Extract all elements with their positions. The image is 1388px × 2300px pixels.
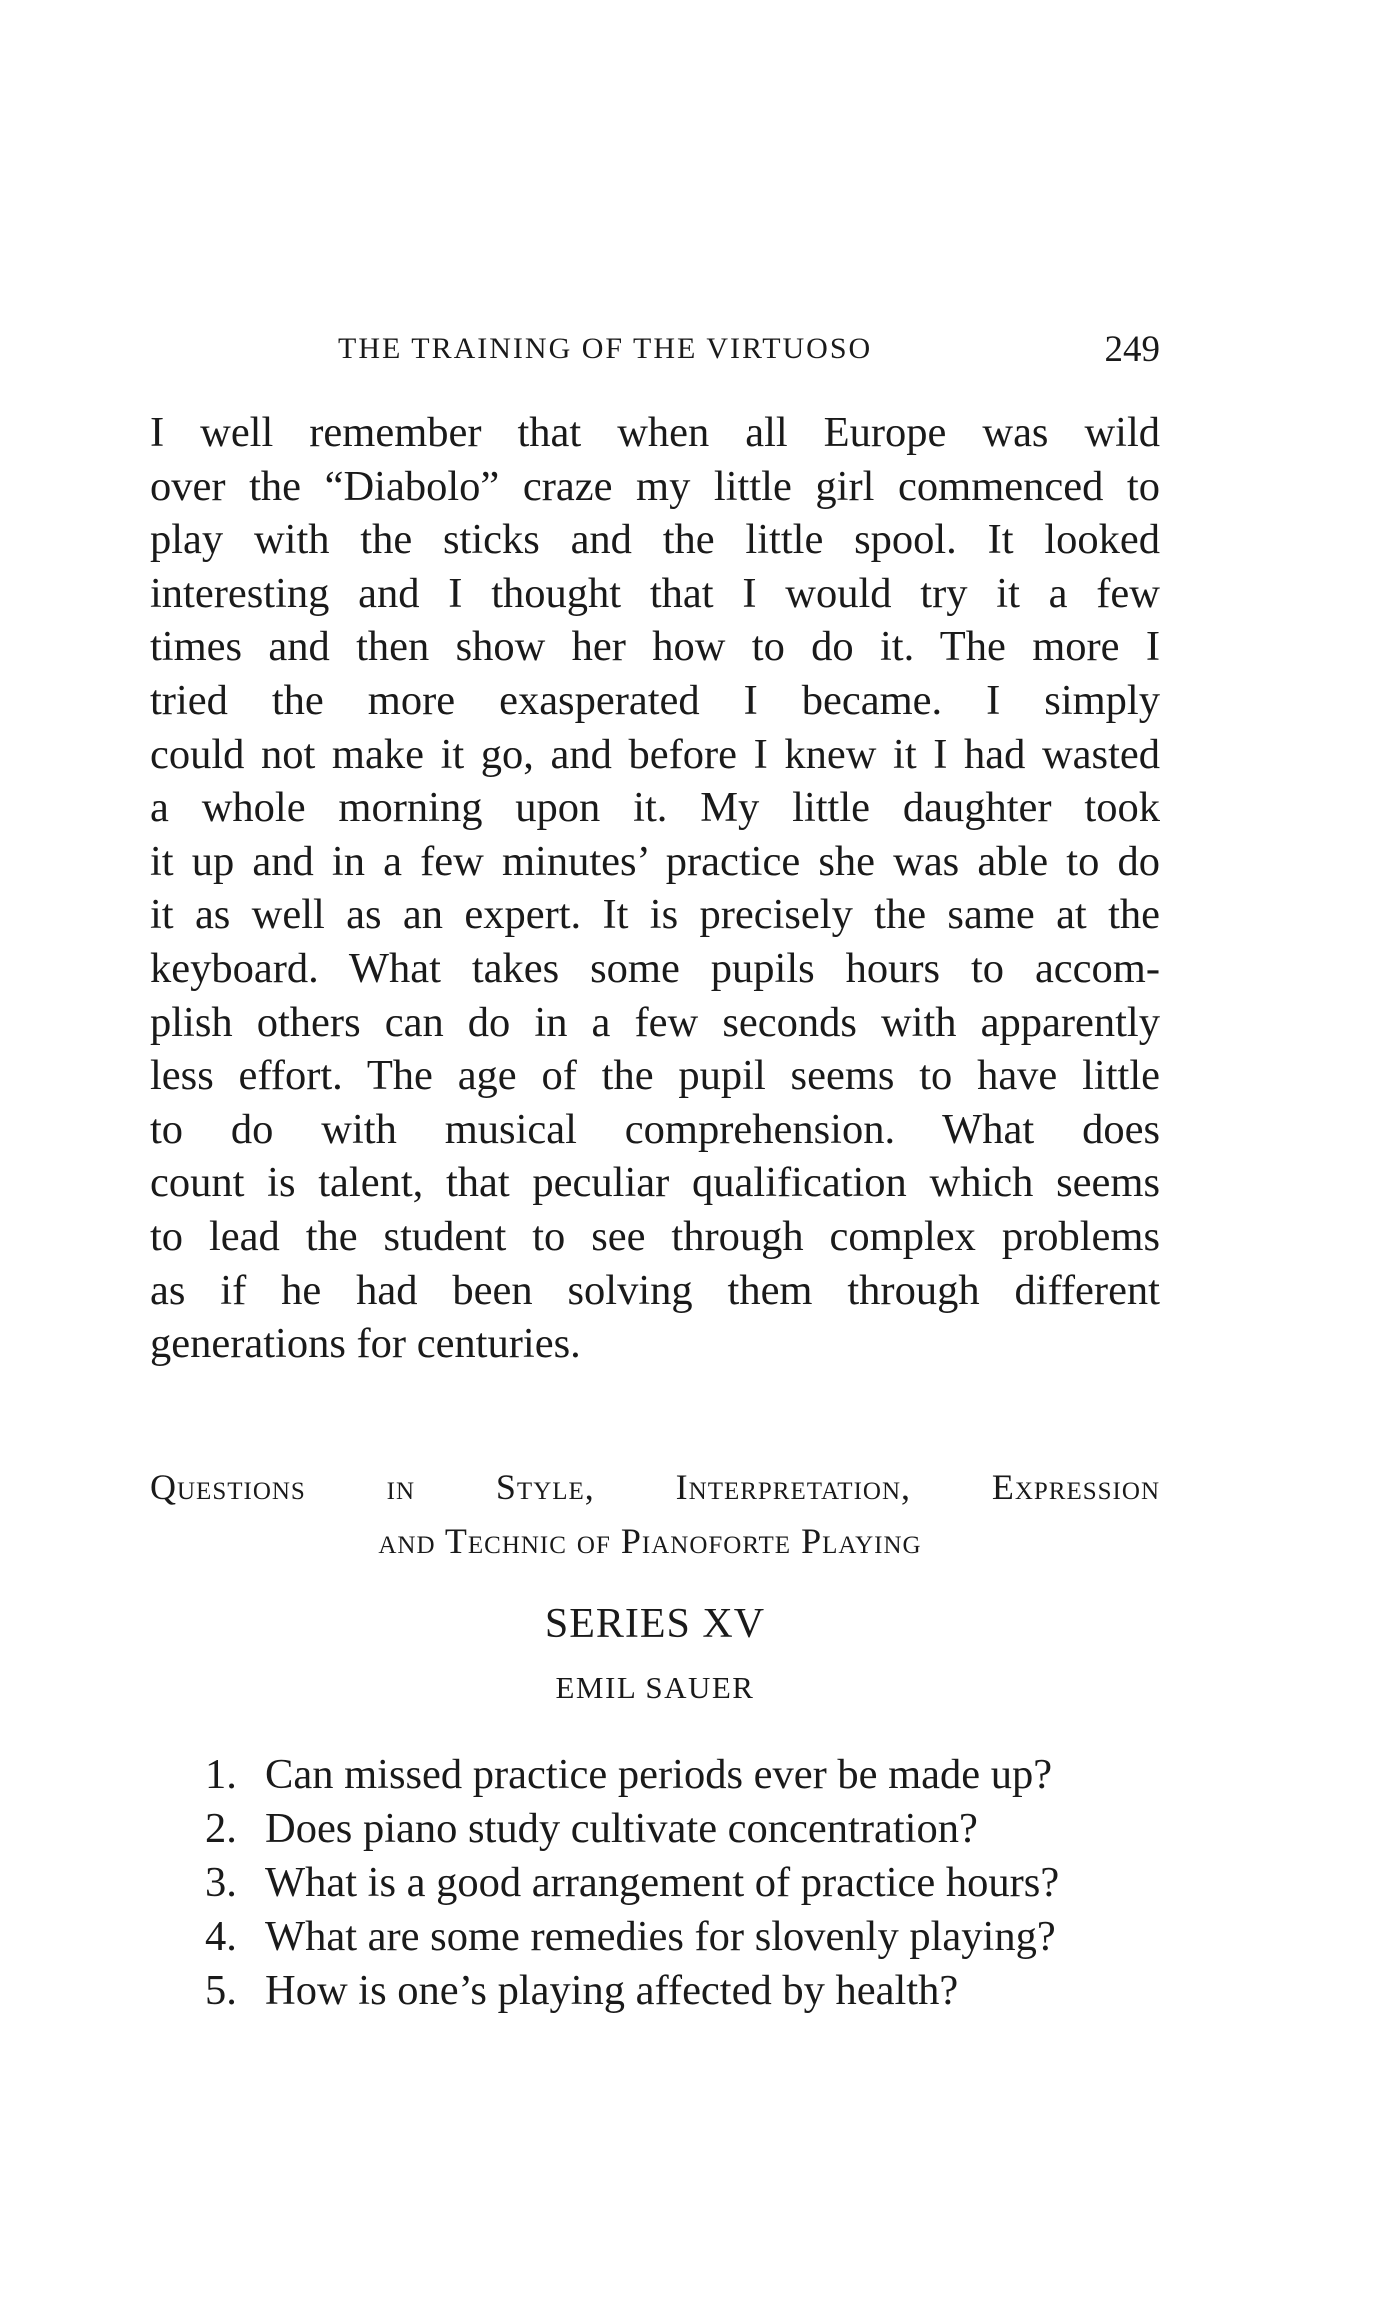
text-line: a whole morning upon it. My little daughter took — [150, 784, 1160, 832]
text-line: to do with musical comprehension. What does — [150, 1105, 1160, 1153]
question-text: What is a good arrangement of practice hours? — [265, 1859, 1060, 1906]
section-heading — [150, 1460, 1160, 1568]
question-text: Does piano study cultivate concentration? — [265, 1805, 978, 1852]
text-line: over the “Diabolo” craze my little girl commenced to — [150, 462, 1160, 510]
text-line: I well remember that when all Europe was wild — [150, 409, 1160, 456]
question-number: 2. — [205, 1805, 237, 1852]
question-number: 5. — [205, 1967, 237, 2014]
section-heading-line: Questions in Style, Interpretation, Expression — [150, 1467, 1160, 1507]
question-item — [205, 1856, 1165, 1910]
question-number: 1. — [205, 1751, 237, 1798]
question-item — [205, 1802, 1165, 1856]
text-line: tried the more exasperated I became. I simply — [150, 676, 1160, 724]
page-number: 249 — [1104, 329, 1160, 370]
body-paragraph — [150, 406, 1160, 1371]
series-title: SERIES XV — [544, 1601, 766, 1647]
text-line: generations for centuries. — [150, 1320, 581, 1368]
question-item — [205, 1748, 1165, 1802]
text-line: it as well as an expert. It is precisely the same at the — [150, 891, 1160, 939]
series-author: EMIL SAUER — [555, 1670, 755, 1705]
question-text: Can missed practice periods ever be made up? — [265, 1751, 1053, 1798]
question-item — [205, 1964, 1165, 2018]
text-line: keyboard. What takes some pupils hours to accom- — [150, 944, 1160, 992]
text-line: play with the sticks and the little spool. It looked — [150, 516, 1160, 564]
text-line: to lead the student to see through complex problems — [150, 1212, 1160, 1260]
text-line: less effort. The age of the pupil seems to have little — [150, 1052, 1160, 1100]
text-line: count is talent, that peculiar qualification which seems — [150, 1159, 1160, 1207]
section-heading-line: and Technic of Pianoforte Playing — [378, 1521, 922, 1561]
question-number: 3. — [205, 1859, 237, 1906]
question-text: How is one’s playing affected by health? — [265, 1967, 959, 2014]
text-line: interesting and I thought that I would try it a few — [150, 569, 1160, 617]
text-line: plish others can do in a few seconds with apparently — [150, 998, 1160, 1046]
text-line: it up and in a few minutes’ practice she was able to do — [150, 837, 1160, 885]
running-title: THE TRAINING OF THE VIRTUOSO — [338, 332, 873, 365]
text-line: times and then show her how to do it. The more I — [150, 623, 1160, 671]
question-text: What are some remedies for slovenly playing? — [265, 1913, 1056, 1960]
question-number: 4. — [205, 1913, 237, 1960]
text-line: as if he had been solving them through different — [150, 1266, 1160, 1314]
question-list — [205, 1748, 1165, 2018]
text-line: could not make it go, and before I knew it I had wasted — [150, 730, 1160, 778]
running-header — [150, 328, 1160, 376]
question-item — [205, 1910, 1165, 1964]
